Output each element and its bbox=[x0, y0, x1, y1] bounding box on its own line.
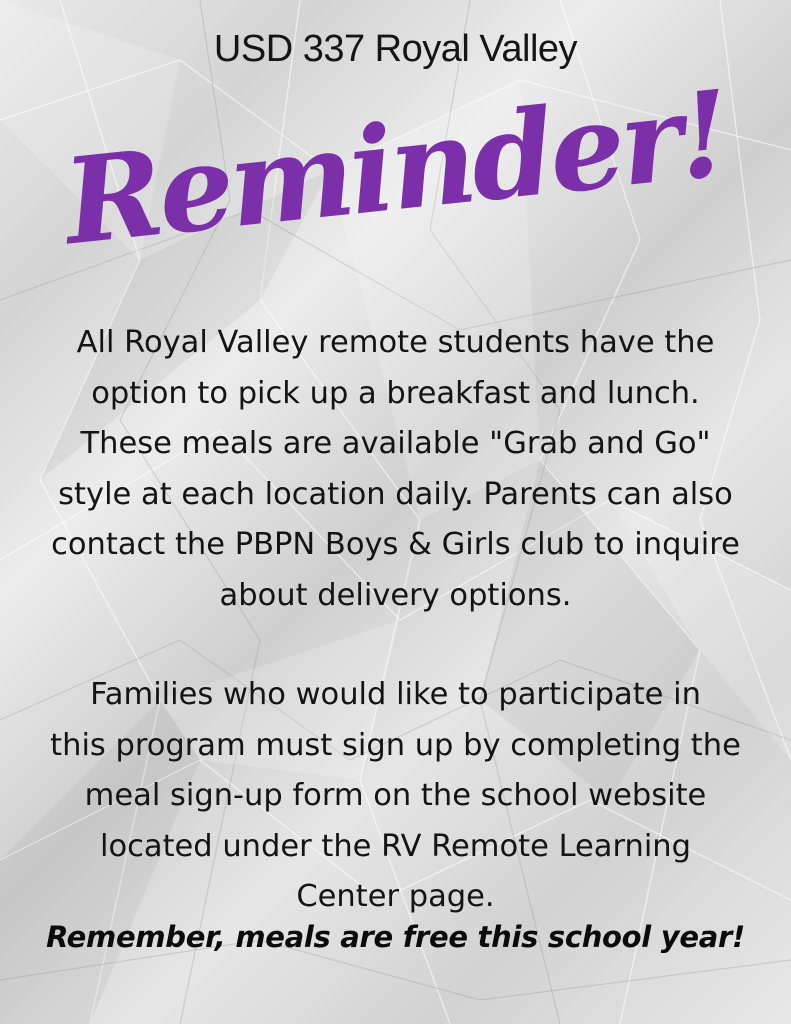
paragraph-line: Center page. bbox=[296, 879, 495, 914]
paragraph-line: meal sign-up form on the school website bbox=[84, 778, 707, 813]
district-title: USD 337 Royal Valley bbox=[213, 28, 578, 70]
paragraph-line: These meals are available "Grab and Go" bbox=[80, 426, 711, 461]
paragraph-line: about delivery options. bbox=[219, 577, 572, 613]
paragraph-line: located under the RV Remote Learning bbox=[99, 828, 691, 864]
paragraph-line: option to pick up a breakfast and lunch. bbox=[91, 375, 700, 411]
paragraph-line: contact the PBPN Boys & Girls club to inquire bbox=[51, 527, 740, 562]
paragraph-line: style at each location daily. Parents can also bbox=[58, 476, 733, 512]
paragraph-line: All Royal Valley remote students have the bbox=[76, 325, 715, 360]
paragraph-line: this program must sign up by completing the bbox=[50, 727, 741, 763]
meal-info-paragraph bbox=[10, 318, 781, 621]
closing-statement: Remember, meals are free this school year! bbox=[46, 920, 745, 954]
sign-up-paragraph bbox=[10, 670, 781, 923]
paragraph-line: Families who would like to participate in bbox=[90, 677, 701, 712]
reminder-headline: Reminder! bbox=[57, 63, 733, 272]
